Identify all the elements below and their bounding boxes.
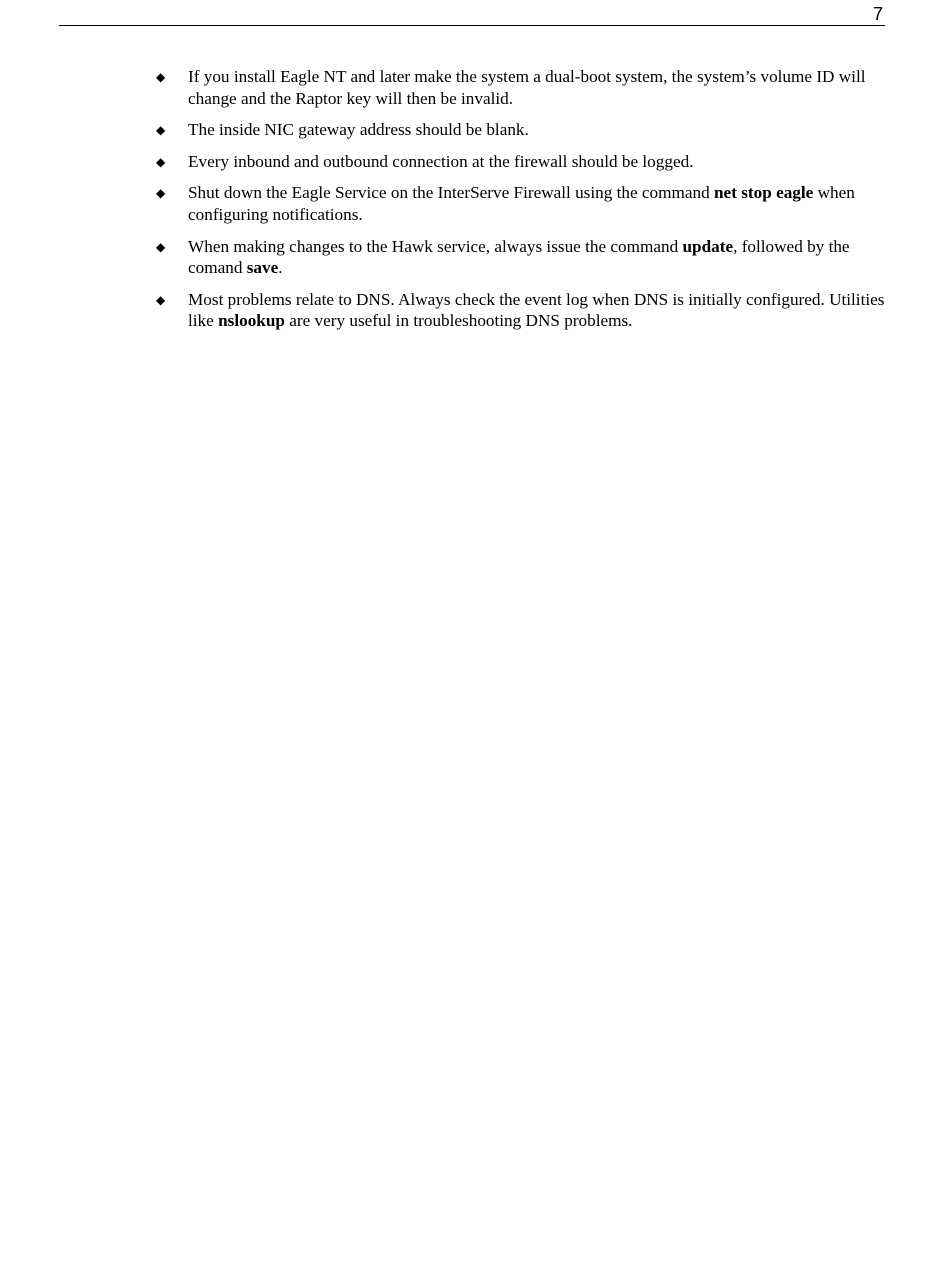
command-text: save	[246, 258, 279, 278]
bullet-text	[188, 120, 529, 139]
bullet-text	[188, 290, 884, 331]
diamond-bullet-icon: ◆	[156, 154, 166, 169]
bullet-item	[155, 151, 890, 173]
page-number: 7	[872, 4, 883, 24]
text-run: Every inbound and outbound connection at the firewall should be logged.	[188, 151, 694, 171]
diamond-bullet-icon: ◆	[156, 70, 166, 84]
text-run: when configuring notifications.	[188, 183, 855, 224]
text-run: If you install Eagle NT and later make the system a dual-boot system, the system’s volume ID will change and the Raptor key will then be invalid.	[188, 67, 866, 108]
bullet-item	[155, 66, 890, 109]
bullet-item	[155, 182, 890, 225]
diamond-bullet-icon: ◆	[156, 239, 166, 254]
bullet-text	[188, 237, 850, 278]
bullet-text	[188, 152, 693, 171]
text-run: are very useful in troubleshooting DNS problems.	[284, 311, 633, 331]
header-rule	[59, 25, 885, 26]
text-run: The inside NIC gateway address should be blank.	[188, 120, 529, 140]
text-run: Shut down the Eagle Service on the InterServe Firewall using the command	[188, 183, 714, 203]
diamond-bullet-icon: ◆	[156, 292, 166, 307]
diamond-bullet-icon: ◆	[156, 186, 166, 201]
diamond-bullet-icon: ◆	[156, 123, 166, 138]
bullet-item	[155, 289, 890, 332]
command-text: update	[682, 236, 734, 256]
bullet-text	[188, 183, 855, 224]
text-run: When making changes to the Hawk service, always issue the command	[188, 236, 683, 256]
command-text: net stop eagle	[714, 183, 814, 203]
bullet-item	[155, 236, 890, 279]
text-run: .	[278, 258, 283, 278]
text-run: Most problems relate to DNS. Always check the event log when DNS is initially configured. Utilities like	[188, 289, 885, 331]
bullet-list	[155, 66, 890, 342]
command-text: nslookup	[218, 311, 285, 331]
text-run: , followed by the comand	[188, 236, 850, 278]
bullet-text	[188, 67, 866, 108]
bullet-item	[155, 119, 890, 141]
